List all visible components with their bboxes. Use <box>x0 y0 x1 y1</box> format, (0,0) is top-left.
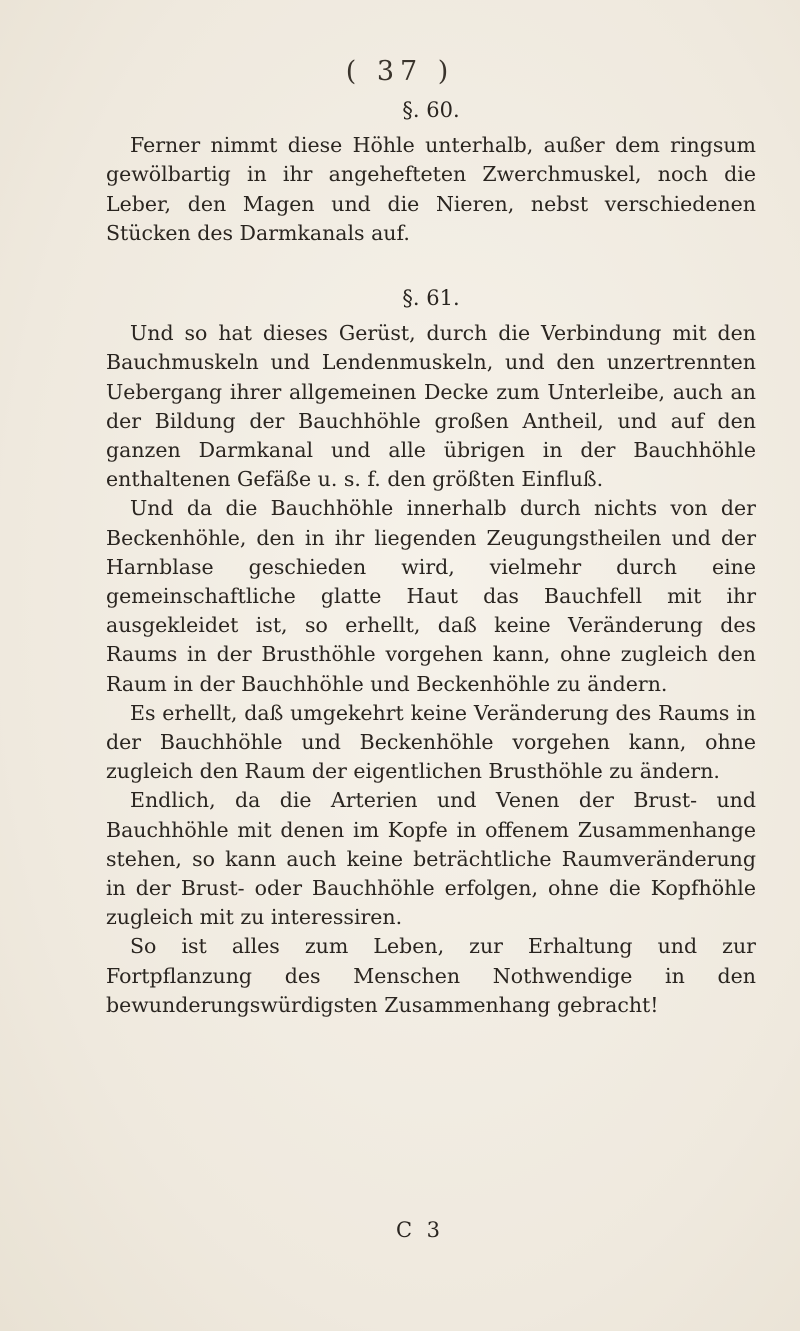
paragraph: So ist alles zum Leben, zur Erhaltung und zur Fortpflanzung des Menschen Nothwendige in den bewunderungswürdigsten Zusammenhang gebracht! <box>106 934 756 1017</box>
paragraph: Es erhellt, daß umgekehrt keine Veränderung des Raums in der Bauchhöhle und Beckenhöhle vorgehen kann, ohne zugleich den Raum der eigentlichen Brusthöhle zu ändern. <box>106 700 756 784</box>
paragraph: Und da die Bauchhöhle innerhalb durch nichts von der Beckenhöhle, den in ihr liegenden Zeugungstheilen und der Harnblase geschieden wird, vielmehr durch eine gemeinschaftliche glatte Haut das Bauchfell mit ihr ausgekleidet ist, so erhellt, daß keine Veränderung des Raums in der Brusthöhle vorgehen kann, ohne zugleich den Raum in der Bauchhöhle und Beckenhöhle zu ändern. <box>106 496 756 696</box>
signature-mark: C 3 <box>395 1218 445 1242</box>
section-heading-60: §. 60. <box>402 98 460 122</box>
paragraph: Endlich, da die Arterien und Venen der Brust- und Bauchhöhle mit denen im Kopfe in offenem Zusammenhange stehen, so kann auch keine beträchtliche Raumveränderung in der Brust- oder Bauchhöhle erfolgen, ohne die Kopfhöhle zugleich mit zu interessiren. <box>106 788 756 930</box>
section-heading-61: §. 61. <box>402 286 460 311</box>
page-text <box>106 94 756 1020</box>
page-number: ( 37 ) <box>345 56 455 87</box>
paragraph: Und so hat dieses Gerüst, durch die Verbindung mit den Bauchmuskeln und Lendenmuskeln, und den unzertrennten Uebergang ihrer allgemeinen Decke zum Unterleibe, auch an der Bildung der Bauchhöhle großen Antheil, und auf den ganzen Darmkanal und alle übrigen in der Bauchhöhle enthaltenen Gefäße u. s. f. den größten Einfluß. <box>106 321 756 492</box>
paragraph: Ferner nimmt diese Höhle unterhalb, außer dem ringsum gewölbartig in ihr angehefteten Zwerchmuskel, noch die Leber, den Magen und die Nieren, nebst verschiedenen Stücken des Darmkanals auf. <box>106 133 756 245</box>
